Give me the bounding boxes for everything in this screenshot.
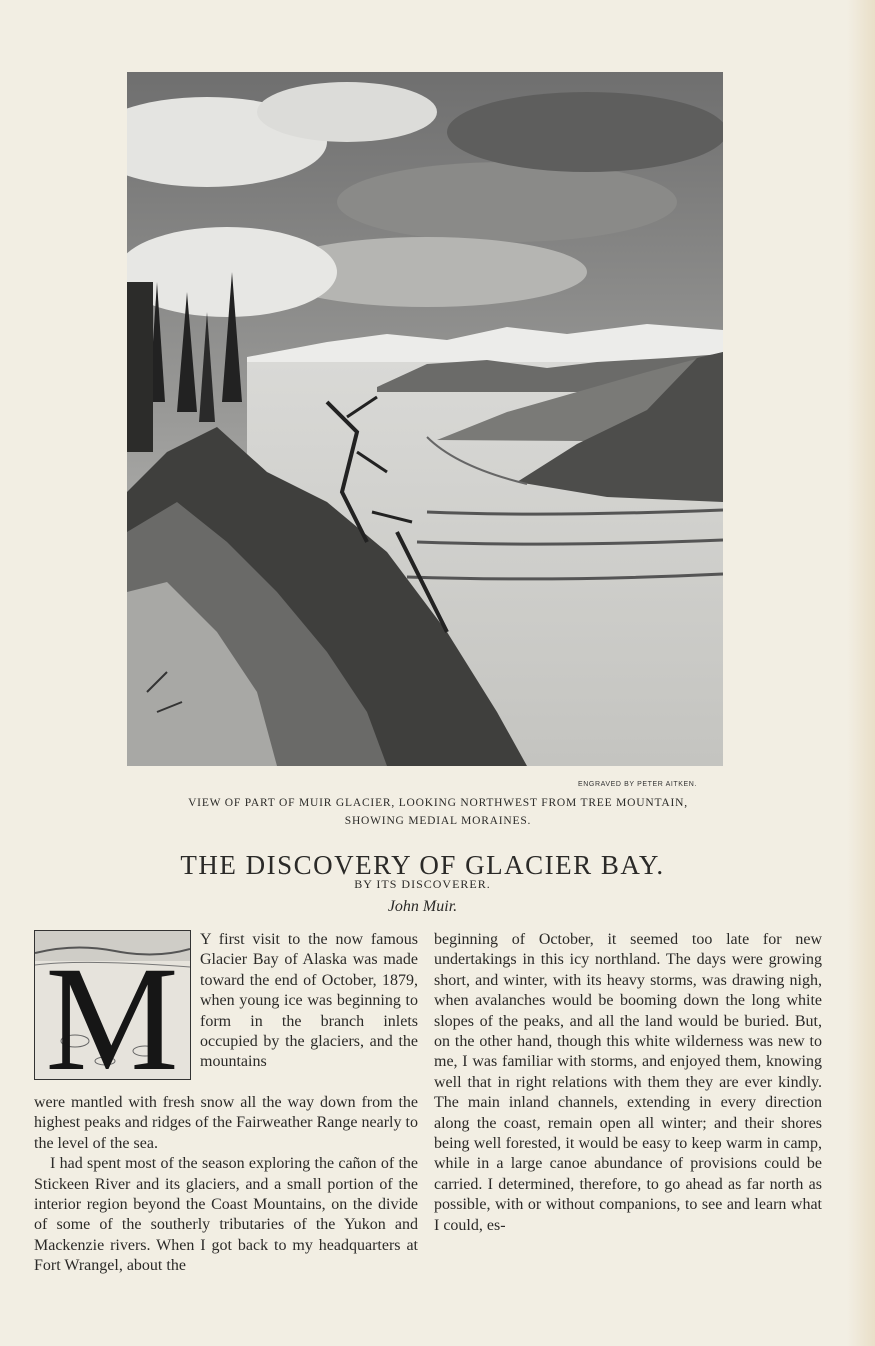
- glacier-engraving: [127, 72, 723, 766]
- article-title: THE DISCOVERY OF GLACIER BAY.: [180, 850, 665, 880]
- article-byline: BY ITS DISCOVERER.: [354, 877, 491, 891]
- page-edge-shading: [847, 0, 875, 1346]
- right-column-text: beginning of October, it seemed too late for new undertakings in this icy northland. The days were growing short, and winter, with its heavy storms, was drawing nigh, when avalanches would be booming down the long white slopes of the peaks, and all the land would be buried. But, on the other hand, though this white wilderness was new to me, I was familiar with storms, and enjoyed them, knowing well that in right relations with them they are ever kindly. The main inland channels, extending in every direction along the coast, remain open all winter; and their shores being well forested, it would be easy to keep warm in camp, while in a large canoe abundance of provisions could be carried. I determined, therefore, to go ahead as far north as possible, with or without companions, to see and learn what I could, es-: [434, 931, 822, 1234]
- engraver-credit: ENGRAVED BY PETER AITKEN.: [578, 781, 697, 788]
- right-column: [434, 930, 822, 1236]
- lead-paragraph: [200, 930, 418, 1073]
- figure-caption-line1: VIEW OF PART OF MUIR GLACIER, LOOKING NORTHWEST FROM TREE MOUNTAIN,: [188, 797, 688, 809]
- lead-text: Y first visit to the now famous Glacier Bay of Alaska was made toward the end of October, 1879, when young ice was beginning to form in the branch inlets occupied by the glaciers, and the mountains: [200, 931, 418, 1071]
- drop-cap-letter: M: [45, 936, 179, 1079]
- paragraph-2: I had spent most of the season exploring the cañon of the Stickeen River and its glaciers, and a small portion of the interior region beyond the Coast Mountains, on the divide of some of the southerly tributaries of the Yukon and Mackenzie rivers. When I got back to my headquarters at Fort Wrangel, about the: [34, 1155, 418, 1275]
- figure-caption-line2: SHOWING MEDIAL MORAINES.: [344, 815, 532, 827]
- article-author: John Muir.: [387, 898, 458, 915]
- left-column: [34, 1093, 418, 1277]
- left-continuation-text: were mantled with fresh snow all the way down from the highest peaks and ridges of the Fairweather Range nearly to the level of the sea.: [34, 1094, 418, 1152]
- drop-cap-illustration: [34, 930, 191, 1080]
